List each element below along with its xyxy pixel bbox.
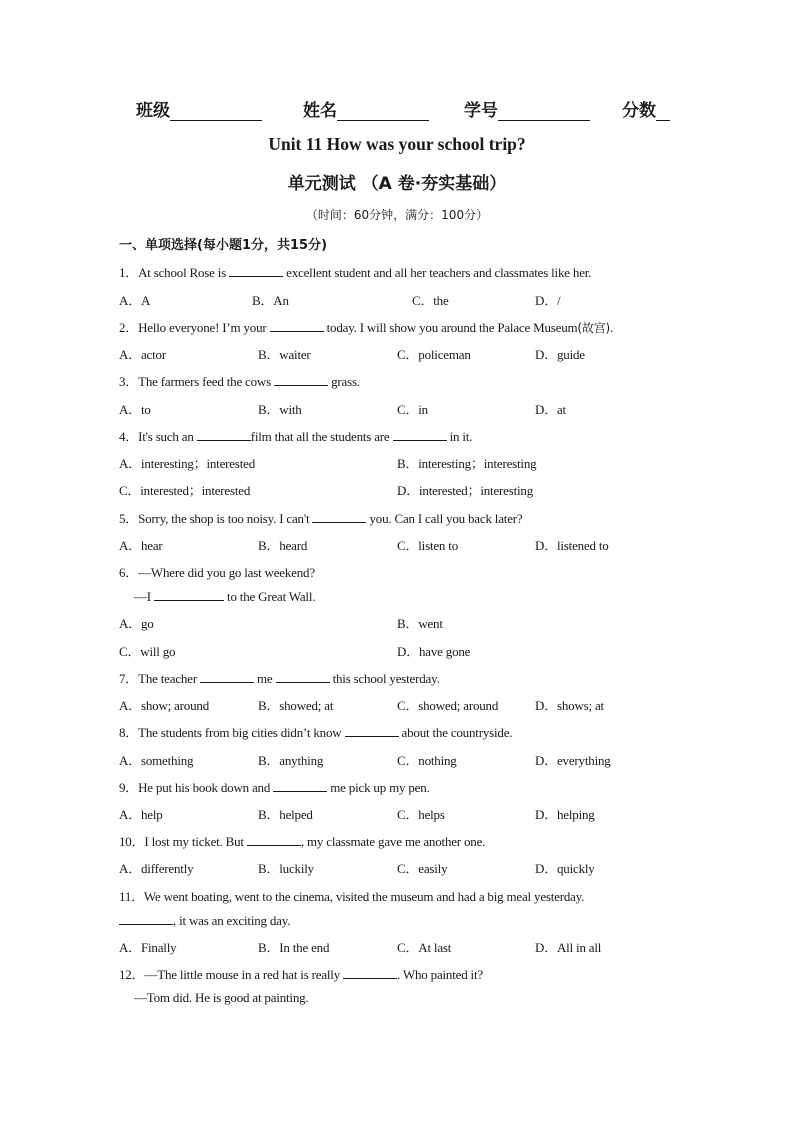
time-info: （时间：60分钟，满分：100分） <box>305 208 489 222</box>
page-subtitle: 单元测试 （A 卷·夯实基础） <box>287 174 507 194</box>
student-number-field <box>464 96 590 121</box>
option-d[interactable]: D．everything <box>535 753 611 768</box>
question-11: 11．We went boating, went to the cinema, visited the museum and had a big meal yesterday. <box>119 889 585 904</box>
score-label: 分数 <box>622 101 656 121</box>
answer-blank[interactable] <box>247 833 301 846</box>
option-a[interactable]: A．to <box>119 402 151 417</box>
answer-blank[interactable] <box>273 779 327 792</box>
student-info-header <box>0 96 794 124</box>
option-a[interactable]: A．something <box>119 753 194 768</box>
answer-blank[interactable] <box>200 670 254 683</box>
option-d[interactable]: D．shows; at <box>535 698 604 713</box>
answer-blank[interactable] <box>274 373 328 386</box>
question-8: 8．The students from big cities didn’t know about the countryside. <box>119 725 513 740</box>
answer-blank[interactable] <box>345 724 399 737</box>
section-title: 一、单项选择(每小题1分，共15分) <box>119 238 328 253</box>
question-3: 3．The farmers feed the cows grass. <box>119 374 360 389</box>
option-c[interactable]: C．in <box>397 402 428 417</box>
option-a[interactable]: A．Finally <box>119 940 177 955</box>
option-d[interactable]: D．quickly <box>535 861 595 876</box>
option-d[interactable]: D．interested；interesting <box>397 483 533 498</box>
option-d[interactable]: D．at <box>535 402 566 417</box>
class-field <box>136 96 262 121</box>
option-c[interactable]: C．At last <box>397 940 452 955</box>
option-c[interactable]: C．interested；interested <box>119 483 251 498</box>
option-a[interactable]: A．interesting；interested <box>119 456 255 471</box>
question-2: 2．Hello everyone! I’m your today. I will show you around the Palace Museum(故宫). <box>119 320 614 335</box>
option-a[interactable]: A．show; around <box>119 698 209 713</box>
option-a[interactable]: A．help <box>119 807 163 822</box>
option-b[interactable]: B．heard <box>258 538 308 553</box>
class-input[interactable] <box>170 102 262 121</box>
score-input[interactable] <box>656 102 670 121</box>
option-b[interactable]: B．An <box>252 293 289 308</box>
question-5: 5．Sorry, the shop is too noisy. I can't you. Can I call you back later? <box>119 511 523 526</box>
option-a[interactable]: A．A <box>119 293 151 308</box>
score-field <box>622 96 670 121</box>
option-c[interactable]: C．easily <box>397 861 448 876</box>
option-b[interactable]: B．went <box>397 616 443 631</box>
option-c[interactable]: C．the <box>412 293 449 308</box>
option-c[interactable]: C．showed; around <box>397 698 499 713</box>
class-label: 班级 <box>136 101 170 121</box>
question-9: 9．He put his book down and me pick up my pen. <box>119 780 430 795</box>
option-c[interactable]: C．listen to <box>397 538 458 553</box>
option-c[interactable]: C．nothing <box>397 753 457 768</box>
answer-blank[interactable] <box>119 912 173 925</box>
option-b[interactable]: B．anything <box>258 753 324 768</box>
question-12-line-2: —Tom did. He is good at painting. <box>134 990 309 1005</box>
answer-blank[interactable] <box>154 588 224 601</box>
student-number-label: 学号 <box>464 101 498 121</box>
option-a[interactable]: A．differently <box>119 861 194 876</box>
option-d[interactable]: D．/ <box>535 293 561 308</box>
question-12: 12．—The little mouse in a red hat is really . Who painted it? <box>119 967 483 982</box>
option-b[interactable]: B．waiter <box>258 347 311 362</box>
question-1: 1．At school Rose is excellent student and all her teachers and classmates like her. <box>119 265 592 280</box>
option-c[interactable]: C．will go <box>119 644 176 659</box>
option-c[interactable]: C．helps <box>397 807 445 822</box>
name-label: 姓名 <box>303 101 337 121</box>
option-a[interactable]: A．go <box>119 616 154 631</box>
option-d[interactable]: D．have gone <box>397 644 471 659</box>
answer-blank[interactable] <box>270 319 324 332</box>
option-d[interactable]: D．listened to <box>535 538 609 553</box>
answer-blank[interactable] <box>393 428 447 441</box>
option-b[interactable]: B．luckily <box>258 861 314 876</box>
option-c[interactable]: C．policeman <box>397 347 471 362</box>
option-d[interactable]: D．guide <box>535 347 585 362</box>
answer-blank[interactable] <box>229 264 283 277</box>
question-11-line-2: , it was an exciting day. <box>119 912 290 929</box>
question-4: 4．It's such an film that all the students are in it. <box>119 429 473 444</box>
answer-blank[interactable] <box>197 428 251 441</box>
option-b[interactable]: B．with <box>258 402 302 417</box>
name-input[interactable] <box>337 102 429 121</box>
option-b[interactable]: B．helped <box>258 807 313 822</box>
answer-blank[interactable] <box>343 966 397 979</box>
page-title: Unit 11 How was your school trip? <box>268 134 526 154</box>
option-a[interactable]: A．actor <box>119 347 166 362</box>
option-b[interactable]: B．interesting；interesting <box>397 456 537 471</box>
option-b[interactable]: B．showed; at <box>258 698 334 713</box>
answer-blank[interactable] <box>312 510 366 523</box>
option-d[interactable]: D．All in all <box>535 940 602 955</box>
question-7: 7．The teacher me this school yesterday. <box>119 671 440 686</box>
question-6-line-2: —I to the Great Wall. <box>134 589 316 604</box>
option-b[interactable]: B．In the end <box>258 940 330 955</box>
question-6: 6．—Where did you go last weekend? <box>119 565 315 580</box>
option-a[interactable]: A．hear <box>119 538 163 553</box>
student-number-input[interactable] <box>498 102 590 121</box>
question-10: 10．I lost my ticket. But , my classmate gave me another one. <box>119 834 486 849</box>
answer-blank[interactable] <box>276 670 330 683</box>
name-field <box>303 96 429 121</box>
option-d[interactable]: D．helping <box>535 807 595 822</box>
